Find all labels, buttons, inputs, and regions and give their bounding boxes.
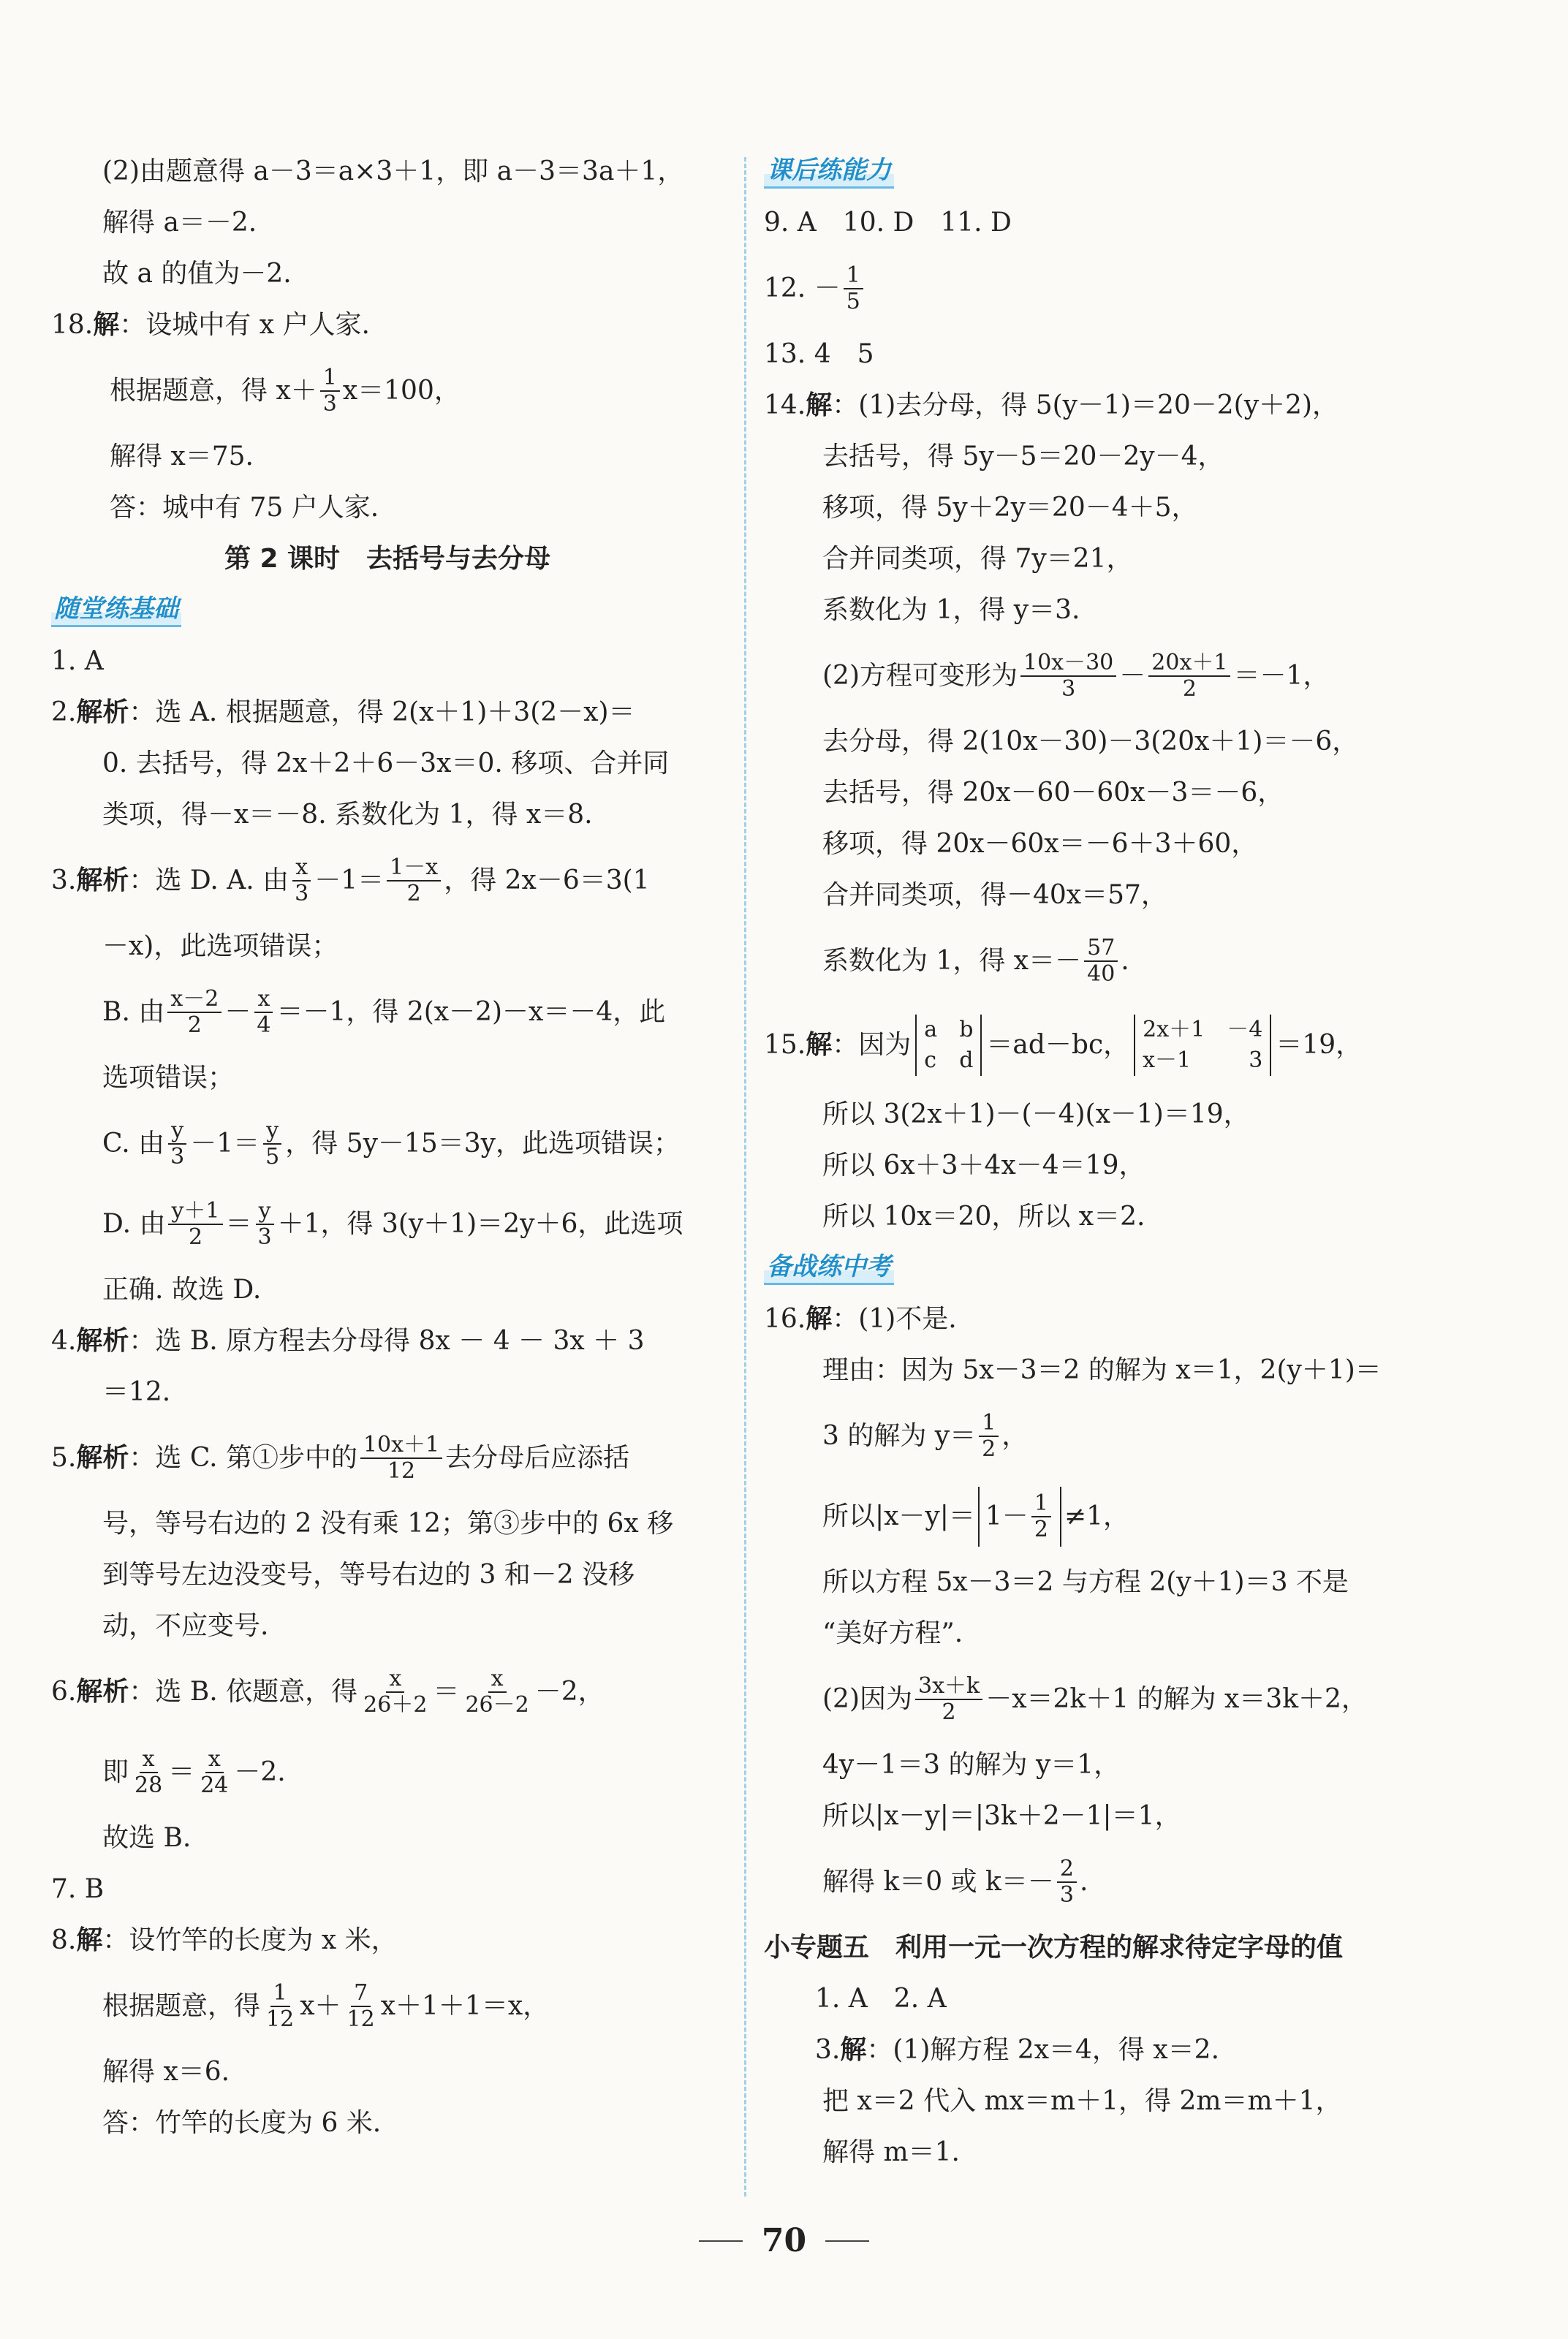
page-number-dash bbox=[699, 2240, 743, 2242]
text: ：选 C. 第①步中的 bbox=[129, 1443, 357, 1473]
numerator: 1－x bbox=[387, 855, 441, 882]
answer-keyword: 解 bbox=[76, 1925, 103, 1955]
text: 正确. 故选 D. bbox=[102, 1275, 262, 1305]
numerator: 10x－30 bbox=[1020, 651, 1116, 677]
text-line bbox=[51, 1265, 724, 1316]
fraction bbox=[1057, 1857, 1077, 1908]
answer-keyword: 解析 bbox=[76, 1443, 129, 1473]
text: －1＝ bbox=[314, 865, 385, 895]
denominator: 5 bbox=[846, 289, 860, 314]
fraction bbox=[1148, 651, 1230, 702]
text-line bbox=[764, 1396, 1524, 1476]
denominator: 3 bbox=[322, 391, 337, 417]
entry: －4 bbox=[1227, 1017, 1263, 1042]
determinant bbox=[1134, 1015, 1271, 1076]
numerator: x bbox=[140, 1747, 158, 1773]
text: ：(1)不是. bbox=[832, 1304, 957, 1334]
text: D. 由 bbox=[102, 1209, 166, 1239]
text: 7. B bbox=[51, 1874, 105, 1904]
text-line bbox=[51, 738, 724, 789]
text: ＝ad－bc， bbox=[986, 1030, 1130, 1060]
text: 解得 k＝0 或 k＝－ bbox=[822, 1867, 1054, 1897]
denominator: 2 bbox=[406, 881, 421, 906]
text: 解得 a＝－2. bbox=[102, 208, 257, 238]
text-line bbox=[51, 1184, 724, 1265]
question-number: 4. bbox=[51, 1326, 77, 1356]
text-line bbox=[51, 482, 724, 534]
text: x＝100， bbox=[342, 376, 461, 406]
fraction bbox=[254, 987, 273, 1038]
text-line bbox=[764, 716, 1524, 767]
question-16 bbox=[764, 1294, 1524, 1345]
text: 解得 m＝1. bbox=[822, 2137, 960, 2167]
question-number: 18. bbox=[51, 310, 94, 340]
text: 答：城中有 75 户人家. bbox=[110, 493, 379, 523]
section-header-beizhan bbox=[764, 1243, 1524, 1294]
numerator: y bbox=[256, 1199, 274, 1225]
fraction bbox=[1084, 936, 1118, 987]
text-line bbox=[51, 1813, 724, 1864]
text: 9. A 10. D 11. D bbox=[764, 208, 1012, 238]
text: ：因为 bbox=[832, 1030, 912, 1060]
text: 去分母后应添括 bbox=[445, 1443, 630, 1473]
text: － bbox=[224, 997, 251, 1027]
text: 即 bbox=[102, 1757, 129, 1787]
text: 解得 x＝75. bbox=[110, 441, 254, 471]
answer-keyword: 解析 bbox=[76, 1677, 129, 1707]
text: 选项错误； bbox=[102, 1063, 235, 1093]
numerator: x bbox=[292, 855, 311, 882]
text: 把 x＝2 代入 mx＝m＋1，得 2m＝m＋1， bbox=[822, 2086, 1342, 2116]
denominator: 3 bbox=[170, 1144, 185, 1170]
section-header-suitang bbox=[51, 585, 724, 636]
text: ＋1，得 3(y＋1)＝2y＋6，此选项 bbox=[277, 1209, 683, 1239]
text: 3 的解为 y＝ bbox=[822, 1421, 977, 1451]
numerator: x bbox=[205, 1747, 224, 1773]
section-label: 随堂练基础 bbox=[51, 594, 181, 627]
denominator: 26－2 bbox=[465, 1692, 529, 1718]
text: 理由：因为 5x－3＝2 的解为 x＝1，2(y＋1)＝ bbox=[822, 1355, 1382, 1385]
denominator: 2 bbox=[1034, 1517, 1048, 1542]
text-line bbox=[764, 1557, 1524, 1608]
question-number: 6. bbox=[51, 1677, 77, 1707]
text: ：设竹竿的长度为 x 米， bbox=[102, 1925, 398, 1955]
question-number: 16. bbox=[764, 1304, 806, 1334]
denominator: 3 bbox=[257, 1224, 272, 1250]
fraction bbox=[167, 1118, 187, 1170]
text: 所以 6x＋3＋4x－4＝19， bbox=[822, 1150, 1145, 1180]
numerator: y bbox=[263, 1118, 281, 1145]
text: ，得 2x－6＝3(1 bbox=[444, 865, 650, 895]
text: 系数化为 1，得 x＝－ bbox=[822, 946, 1082, 976]
fraction bbox=[1031, 1491, 1051, 1542]
text: ：设城中有 x 户人家. bbox=[119, 310, 370, 340]
text: 故 a 的值为－2. bbox=[102, 259, 292, 289]
denominator: 2 bbox=[982, 1436, 996, 1462]
text: 1－ bbox=[985, 1501, 1029, 1531]
text: －x)，此选项错误； bbox=[102, 931, 338, 961]
text: ＝－1， bbox=[1233, 661, 1330, 691]
denominator: 12 bbox=[266, 2006, 295, 2032]
text: ＝12. bbox=[102, 1377, 171, 1407]
text: 第 2 课时 去括号与去分母 bbox=[224, 544, 551, 574]
text: ：选 A. 根据题意，得 2(x＋1)＋3(2－x)＝ bbox=[129, 697, 635, 727]
text: 合并同类项，得 7y＝21， bbox=[822, 544, 1133, 574]
text: －2. bbox=[234, 1757, 286, 1787]
text-line bbox=[764, 1345, 1524, 1396]
text: ＝ bbox=[433, 1677, 460, 1707]
fraction bbox=[255, 1199, 275, 1250]
entry: b bbox=[959, 1017, 974, 1042]
question-2 bbox=[51, 687, 724, 738]
absolute-value bbox=[978, 1487, 1061, 1547]
text: 根据题意，得 x＋ bbox=[110, 376, 317, 406]
fraction bbox=[462, 1667, 531, 1718]
text-line bbox=[764, 534, 1524, 585]
text-line bbox=[51, 972, 724, 1053]
text: 移项，得 20x－60x＝－6＋3＋60， bbox=[822, 829, 1258, 859]
determinant-row bbox=[1143, 1045, 1262, 1076]
text-line bbox=[51, 1601, 724, 1652]
answer-keyword: 解 bbox=[840, 2035, 867, 2065]
text: “美好方程”. bbox=[822, 1618, 963, 1648]
text: 1. A bbox=[51, 646, 104, 676]
answer-keyword: 解析 bbox=[76, 1326, 129, 1356]
text-line bbox=[51, 1104, 724, 1184]
text: ：选 B. 原方程去分母得 8x － 4 － 3x ＋ 3 bbox=[129, 1326, 645, 1356]
text: ，得 5y－15＝3y，此选项错误； bbox=[285, 1129, 680, 1159]
answer-keyword: 解析 bbox=[76, 697, 129, 727]
text-line bbox=[764, 1140, 1524, 1191]
numerator: 20x＋1 bbox=[1148, 651, 1230, 677]
text-line bbox=[51, 146, 724, 197]
text-line bbox=[51, 1732, 724, 1813]
question-5 bbox=[51, 1418, 724, 1498]
text: 合并同类项，得－40x＝57， bbox=[822, 880, 1167, 910]
text: ：(1)解方程 2x＝4，得 x＝2. bbox=[866, 2035, 1220, 2065]
answer-keyword: 解 bbox=[806, 390, 833, 420]
fraction bbox=[387, 855, 441, 906]
entry: a bbox=[924, 1017, 938, 1042]
text-line bbox=[51, 1367, 724, 1418]
text-line bbox=[51, 1550, 724, 1601]
answer-13 bbox=[764, 329, 1524, 380]
text: x＋ bbox=[300, 1991, 341, 2021]
question-8 bbox=[51, 1915, 724, 1966]
answers-9-11 bbox=[764, 197, 1524, 249]
question-number: 14. bbox=[764, 390, 806, 420]
text-line bbox=[51, 2098, 724, 2149]
text-line bbox=[764, 2127, 1524, 2178]
denominator: 3 bbox=[1061, 676, 1076, 702]
text-line bbox=[764, 636, 1524, 716]
text: ：选 D. A. 由 bbox=[129, 865, 289, 895]
numerator: x bbox=[488, 1667, 507, 1693]
denominator: 2 bbox=[188, 1224, 203, 1250]
text-line bbox=[764, 1089, 1524, 1140]
fraction bbox=[344, 1981, 378, 2032]
fraction bbox=[360, 1667, 430, 1718]
text: 12. － bbox=[764, 273, 841, 303]
text: 动，不应变号. bbox=[102, 1611, 269, 1641]
determinant bbox=[915, 1015, 982, 1076]
fraction bbox=[132, 1747, 165, 1798]
fraction bbox=[168, 1199, 222, 1250]
fraction bbox=[979, 1411, 999, 1462]
fraction bbox=[915, 1674, 982, 1725]
page-number bbox=[0, 2222, 1568, 2259]
text-line bbox=[764, 1608, 1524, 1659]
question-6 bbox=[51, 1652, 724, 1732]
fraction bbox=[1020, 651, 1116, 702]
answer-keyword: 解 bbox=[806, 1304, 833, 1334]
question-15 bbox=[764, 1001, 1524, 1089]
text: ＝19， bbox=[1276, 1030, 1363, 1060]
text-line bbox=[764, 767, 1524, 819]
question-3 bbox=[51, 841, 724, 921]
text: . bbox=[1121, 946, 1129, 976]
text: 0. 去括号，得 2x＋2＋6－3x＝0. 移项、合并同 bbox=[102, 748, 670, 778]
text: 所以|x－y|＝|3k＋2－1|＝1， bbox=[822, 1801, 1181, 1831]
text-line bbox=[764, 482, 1524, 534]
question-number: 15. bbox=[764, 1030, 806, 1060]
text: 1. A 2. A bbox=[815, 1984, 947, 2014]
text-line bbox=[764, 585, 1524, 636]
left-column bbox=[51, 146, 724, 2149]
text: x＋1＋1＝x， bbox=[380, 1991, 550, 2021]
text: 到等号左边没变号，等号右边的 3 和－2 没移 bbox=[102, 1560, 635, 1590]
fraction bbox=[844, 263, 863, 314]
entry: c bbox=[924, 1047, 937, 1073]
determinant-row bbox=[924, 1015, 973, 1045]
question-14 bbox=[764, 380, 1524, 431]
text: 所以|x－y|＝ bbox=[822, 1501, 975, 1531]
denominator: 12 bbox=[387, 1458, 416, 1484]
denominator: 3 bbox=[295, 881, 309, 906]
answers-t1-2 bbox=[764, 1974, 1524, 2025]
text-line bbox=[764, 1791, 1524, 1842]
text: 故选 B. bbox=[102, 1823, 192, 1853]
text: ＝ bbox=[225, 1209, 252, 1239]
text: 所以方程 5x－3＝2 与方程 2(y＋1)＝3 不是 bbox=[822, 1567, 1349, 1597]
right-column bbox=[764, 146, 1524, 2178]
text: 4y－1＝3 的解为 y＝1， bbox=[822, 1750, 1121, 1780]
entry: d bbox=[959, 1047, 974, 1073]
text: 号，等号右边的 2 没有乘 12；第③步中的 6x 移 bbox=[102, 1509, 674, 1539]
text-line bbox=[764, 819, 1524, 870]
fraction bbox=[360, 1433, 442, 1484]
denominator: 40 bbox=[1087, 961, 1116, 987]
text-line bbox=[51, 921, 724, 972]
text-line bbox=[51, 789, 724, 841]
numerator: y bbox=[168, 1118, 186, 1145]
numerator: x bbox=[254, 987, 273, 1013]
question-number: 3. bbox=[51, 865, 77, 895]
text: ：(1)去分母，得 5(y－1)＝20－2(y＋2)， bbox=[832, 390, 1339, 420]
section-label: 课后练能力 bbox=[764, 156, 894, 189]
text: ≠1， bbox=[1064, 1501, 1129, 1531]
text-line bbox=[51, 351, 724, 431]
fraction bbox=[263, 1981, 297, 2032]
denominator: 3 bbox=[1059, 1882, 1074, 1908]
text: 13. 4 5 bbox=[764, 339, 874, 369]
text: C. 由 bbox=[102, 1129, 165, 1159]
text-line bbox=[764, 1659, 1524, 1740]
denominator: 28 bbox=[135, 1773, 163, 1798]
page-number-dash bbox=[825, 2240, 869, 2242]
denominator: 2 bbox=[942, 1699, 956, 1725]
numerator: 10x＋1 bbox=[360, 1433, 442, 1459]
text: 类项，得－x＝－8. 系数化为 1，得 x＝8. bbox=[102, 800, 593, 830]
denominator: 24 bbox=[200, 1773, 229, 1798]
text: 所以 10x＝20，所以 x＝2. bbox=[822, 1202, 1145, 1232]
numerator: 57 bbox=[1084, 936, 1118, 962]
question-t3 bbox=[764, 2025, 1524, 2076]
denominator: 2 bbox=[187, 1012, 202, 1038]
determinant-row bbox=[1143, 1015, 1262, 1045]
numerator: x bbox=[386, 1667, 404, 1693]
denominator: 5 bbox=[265, 1144, 280, 1170]
numerator: 2 bbox=[1057, 1857, 1077, 1883]
determinant-row bbox=[924, 1045, 973, 1076]
question-18 bbox=[51, 300, 724, 351]
text-line bbox=[51, 1498, 724, 1550]
question-number: 3. bbox=[815, 2035, 841, 2065]
text: － bbox=[1119, 661, 1146, 691]
answer-7 bbox=[51, 1864, 724, 1915]
text-line bbox=[51, 1053, 724, 1104]
text: ＝－1，得 2(x－2)－x＝－4，此 bbox=[276, 997, 666, 1027]
text: 移项，得 5y＋2y＝20－4＋5， bbox=[822, 493, 1198, 523]
text-line bbox=[51, 431, 724, 482]
answer-12 bbox=[764, 249, 1524, 329]
text-line bbox=[764, 921, 1524, 1001]
text: －2， bbox=[534, 1677, 605, 1707]
text-line bbox=[764, 431, 1524, 482]
lesson-title bbox=[51, 534, 724, 585]
numerator: 1 bbox=[270, 1981, 290, 2007]
page-number-text: 70 bbox=[761, 2222, 807, 2259]
text-line bbox=[764, 2076, 1524, 2127]
answer-keyword: 解 bbox=[93, 310, 120, 340]
denominator: 12 bbox=[346, 2006, 375, 2032]
text-line bbox=[764, 870, 1524, 921]
text: 去括号，得 5y－5＝20－2y－4， bbox=[822, 441, 1224, 471]
answer-keyword: 解析 bbox=[76, 865, 129, 895]
entry: 2x＋1 bbox=[1143, 1017, 1205, 1042]
section-label: 备战练中考 bbox=[764, 1252, 894, 1285]
numerator: 1 bbox=[320, 365, 340, 392]
numerator: 3x＋k bbox=[915, 1674, 982, 1700]
question-number: 2. bbox=[51, 697, 77, 727]
text: 去括号，得 20x－60－60x－3＝－6， bbox=[822, 778, 1284, 808]
text: ＝ bbox=[168, 1757, 195, 1787]
denominator: 4 bbox=[257, 1012, 271, 1038]
text-line bbox=[51, 197, 724, 249]
numerator: 1 bbox=[844, 263, 863, 289]
topic-title bbox=[764, 1922, 1524, 1974]
answer-keyword: 解 bbox=[806, 1030, 833, 1060]
text: －x＝2k＋1 的解为 x＝3k＋2， bbox=[985, 1684, 1368, 1714]
entry: 3 bbox=[1249, 1047, 1263, 1073]
denominator: 26＋2 bbox=[363, 1692, 428, 1718]
text-line bbox=[764, 1842, 1524, 1922]
numerator: x－2 bbox=[167, 987, 221, 1013]
text: 解得 x＝6. bbox=[102, 2057, 230, 2087]
column-divider bbox=[744, 157, 746, 2196]
text-line bbox=[764, 1191, 1524, 1243]
text: 根据题意，得 bbox=[102, 1991, 261, 2021]
text: 答：竹竿的长度为 6 米. bbox=[102, 2108, 382, 2138]
denominator: 2 bbox=[1182, 676, 1197, 702]
text: . bbox=[1079, 1867, 1088, 1897]
entry: x－1 bbox=[1143, 1047, 1192, 1073]
fraction bbox=[167, 987, 221, 1038]
text: (2)由题意得 a－3＝a×3＋1，即 a－3＝3a＋1， bbox=[102, 156, 684, 186]
text: 小专题五 利用一元一次方程的解求待定字母的值 bbox=[764, 1933, 1344, 1963]
text: 系数化为 1，得 y＝3. bbox=[822, 595, 1080, 625]
question-number: 5. bbox=[51, 1443, 77, 1473]
fraction bbox=[197, 1747, 231, 1798]
text: －1＝ bbox=[190, 1129, 260, 1159]
fraction bbox=[292, 855, 311, 906]
fraction bbox=[320, 365, 340, 417]
question-number: 8. bbox=[51, 1925, 77, 1955]
text-line bbox=[51, 1966, 724, 2047]
text: ， bbox=[1001, 1421, 1029, 1451]
text: (2)因为 bbox=[822, 1684, 912, 1714]
numerator: y＋1 bbox=[168, 1199, 222, 1225]
numerator: 1 bbox=[979, 1411, 999, 1437]
text-line bbox=[51, 2047, 724, 2098]
numerator: 1 bbox=[1031, 1491, 1051, 1517]
text: 去分母，得 2(10x－30)－3(20x＋1)＝－6， bbox=[822, 727, 1359, 757]
text: (2)方程可变形为 bbox=[822, 661, 1018, 691]
text-line bbox=[764, 1476, 1524, 1557]
section-header-kehou bbox=[764, 146, 1524, 197]
text: B. 由 bbox=[102, 997, 165, 1027]
question-4 bbox=[51, 1316, 724, 1367]
numerator: 7 bbox=[351, 1981, 371, 2007]
text-line bbox=[51, 249, 724, 300]
text-line bbox=[764, 1740, 1524, 1791]
answer-1 bbox=[51, 636, 724, 687]
text: ：选 B. 依题意，得 bbox=[129, 1677, 358, 1707]
fraction bbox=[262, 1118, 282, 1170]
text: 所以 3(2x＋1)－(－4)(x－1)＝19， bbox=[822, 1099, 1250, 1129]
